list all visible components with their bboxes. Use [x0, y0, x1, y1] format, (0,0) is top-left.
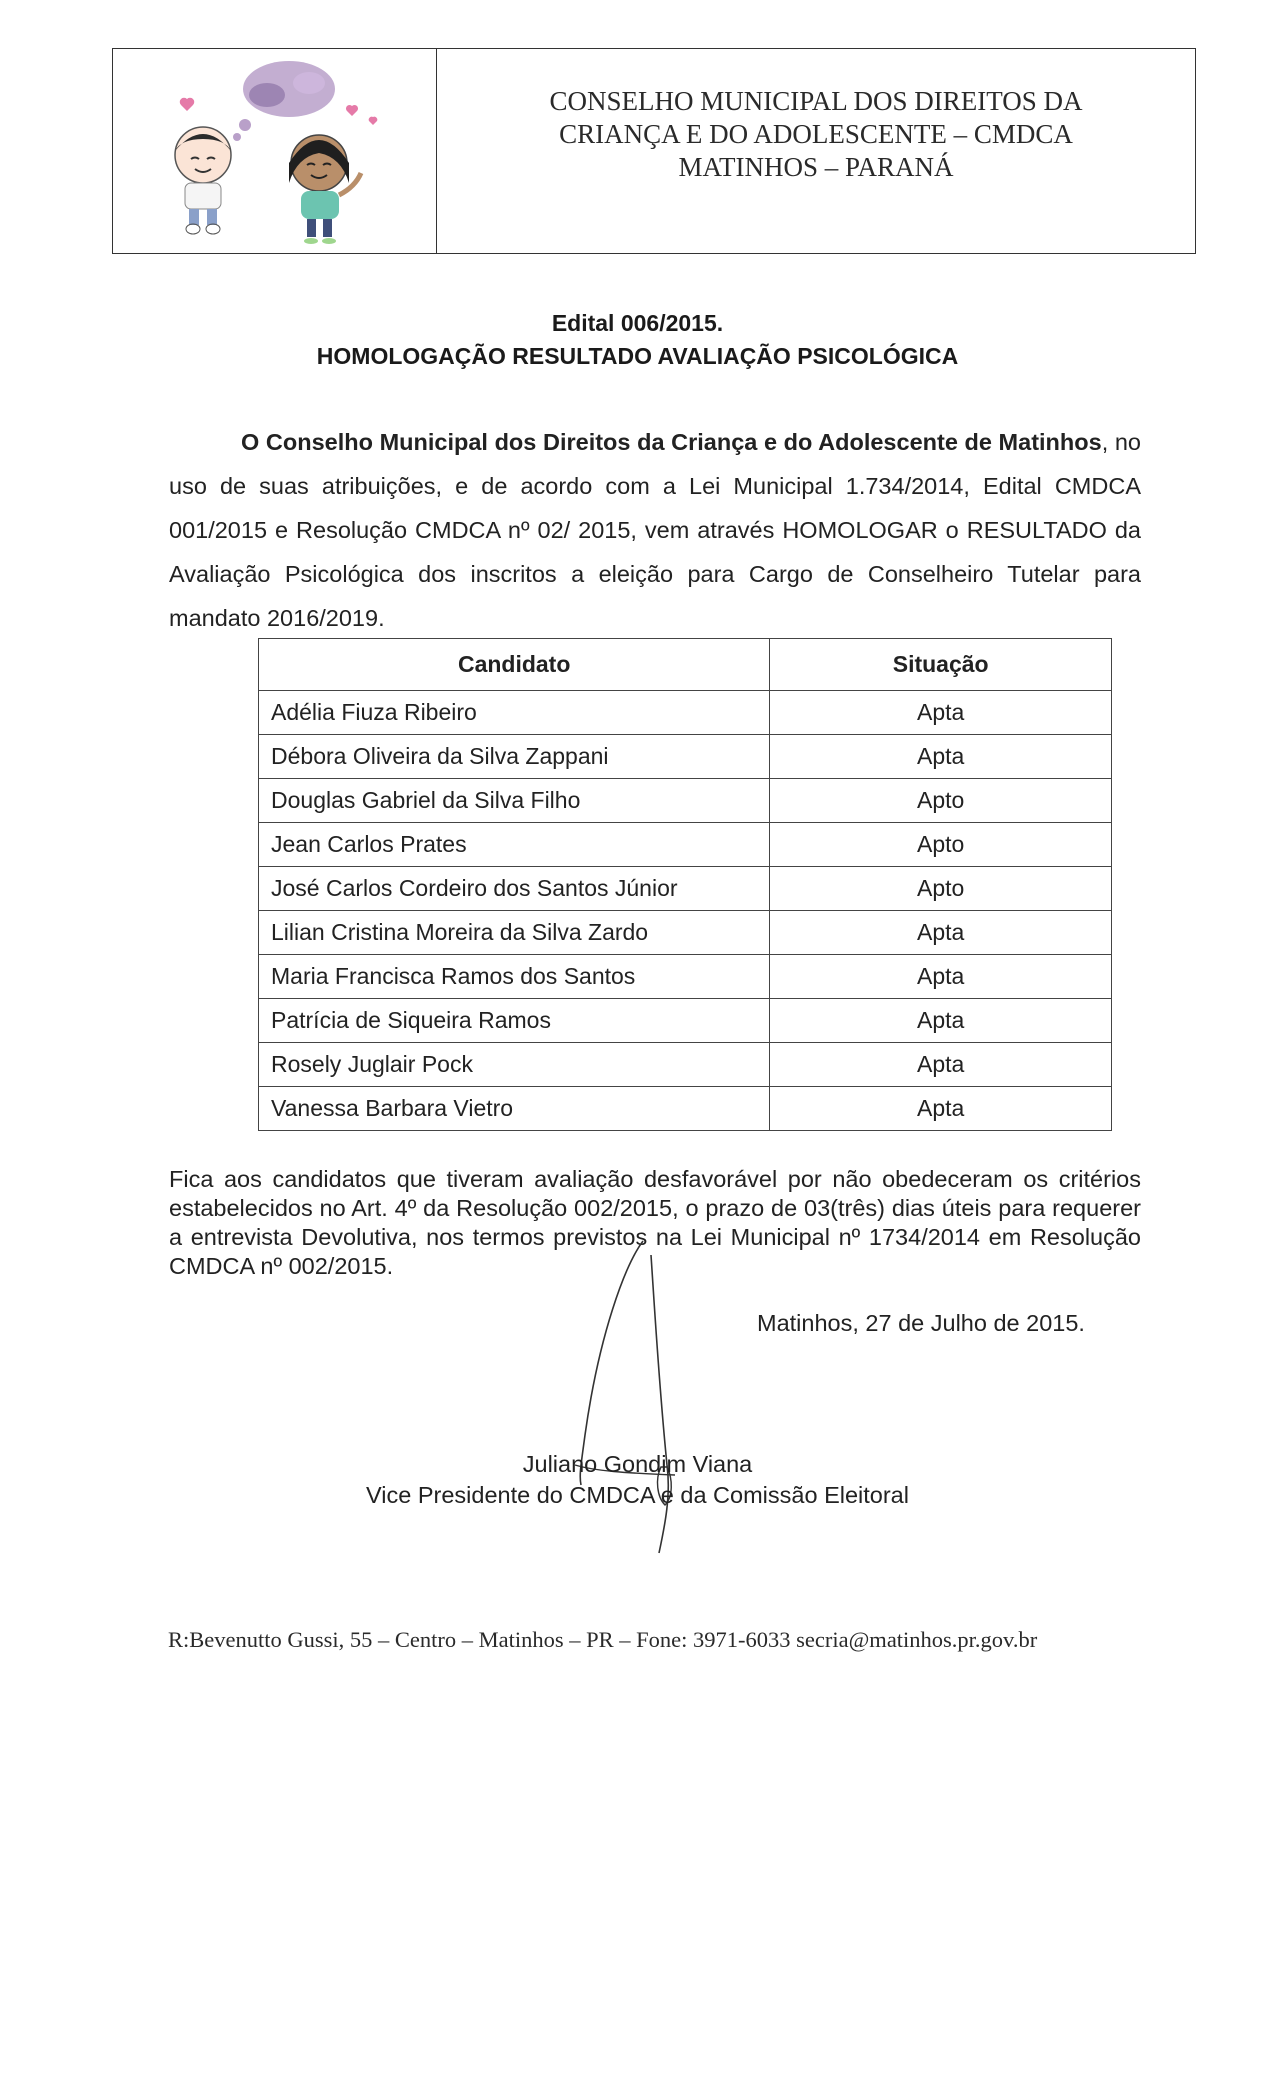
candidate-name: Maria Francisca Ramos dos Santos	[259, 955, 770, 999]
table-row	[259, 999, 1112, 1043]
table-row	[259, 735, 1112, 779]
table-row	[259, 911, 1112, 955]
candidate-name: Débora Oliveira da Silva Zappani	[259, 735, 770, 779]
table-row	[259, 1043, 1112, 1087]
candidate-status: Apta	[770, 735, 1112, 779]
table-row	[259, 955, 1112, 999]
candidate-status: Apta	[770, 999, 1112, 1043]
edital-number: Edital 006/2015.	[551, 310, 724, 336]
candidate-name: Douglas Gabriel da Silva Filho	[259, 779, 770, 823]
table-header-row	[259, 639, 1112, 691]
place-date: Matinhos, 27 de Julho de 2015.	[757, 1310, 1085, 1336]
intro-text: , no uso de suas atribuições, e de acordo com a Lei Municipal 1.734/2014, Edital CMDCA 001/2015 e Resolução CMDCA nº 02/ 2015, vem através HOMOLOGAR o RESULTADO da Avaliação Psicológica dos inscritos a eleição para Cargo de Conselheiro Tutelar para mandato 2016/2019.	[169, 429, 1141, 631]
table-row	[259, 691, 1112, 735]
candidate-status: Apto	[770, 779, 1112, 823]
column-header-situacao: Situação	[770, 639, 1112, 691]
results-table	[258, 638, 1112, 1131]
candidate-status: Apta	[770, 955, 1112, 999]
candidate-status: Apta	[770, 691, 1112, 735]
children-logo	[141, 55, 401, 251]
candidate-name: Jean Carlos Prates	[259, 823, 770, 867]
footer-address: R:Bevenutto Gussi, 55 – Centro – Matinhos – PR – Fone: 3971-6033 secria@matinhos.pr.gov.br	[168, 1627, 1038, 1652]
edital-title: HOMOLOGAÇÃO RESULTADO AVALIAÇÃO PSICOLÓGICA	[316, 343, 959, 369]
candidate-name: Vanessa Barbara Vietro	[259, 1087, 770, 1131]
letterhead	[112, 48, 1196, 254]
notice-paragraph: Fica aos candidatos que tiveram avaliação desfavorável por não obedeceram os critérios estabelecidos no Art. 4º da Resolução 002/2015, o prazo de 03(três) dias úteis para requerer a entrevista Devolutiva, nos termos previstos na Lei Municipal nº 1734/2014 em Resolução CMDCA nº 002/2015.	[169, 1166, 1141, 1279]
column-header-candidato: Candidato	[259, 639, 770, 691]
org-line-1: CONSELHO MUNICIPAL DOS DIREITOS DA	[549, 86, 1083, 116]
org-line-3: MATINHOS – PARANÁ	[678, 152, 954, 182]
logo-cell	[113, 49, 437, 253]
org-line-2: CRIANÇA E DO ADOLESCENTE – CMDCA	[559, 119, 1073, 149]
candidate-name: Lilian Cristina Moreira da Silva Zardo	[259, 911, 770, 955]
candidate-status: Apta	[770, 1087, 1112, 1131]
candidate-status: Apto	[770, 867, 1112, 911]
intro-paragraph	[169, 420, 1141, 640]
organization-name	[437, 85, 1195, 184]
candidate-status: Apta	[770, 1043, 1112, 1087]
intro-bold: O Conselho Municipal dos Direitos da Criança e do Adolescente de Matinhos	[241, 429, 1102, 455]
table-row	[259, 867, 1112, 911]
candidate-status: Apta	[770, 911, 1112, 955]
candidate-name: Rosely Juglair Pock	[259, 1043, 770, 1087]
signatory-name: Juliano Gondim Viana	[522, 1451, 753, 1477]
candidate-name: Patrícia de Siqueira Ramos	[259, 999, 770, 1043]
candidate-status: Apto	[770, 823, 1112, 867]
table-row	[259, 823, 1112, 867]
candidate-name: José Carlos Cordeiro dos Santos Júnior	[259, 867, 770, 911]
table-row	[259, 1087, 1112, 1131]
candidate-name: Adélia Fiuza Ribeiro	[259, 691, 770, 735]
table-row	[259, 779, 1112, 823]
signatory-role: Vice Presidente do CMDCA e da Comissão Eleitoral	[366, 1482, 909, 1508]
